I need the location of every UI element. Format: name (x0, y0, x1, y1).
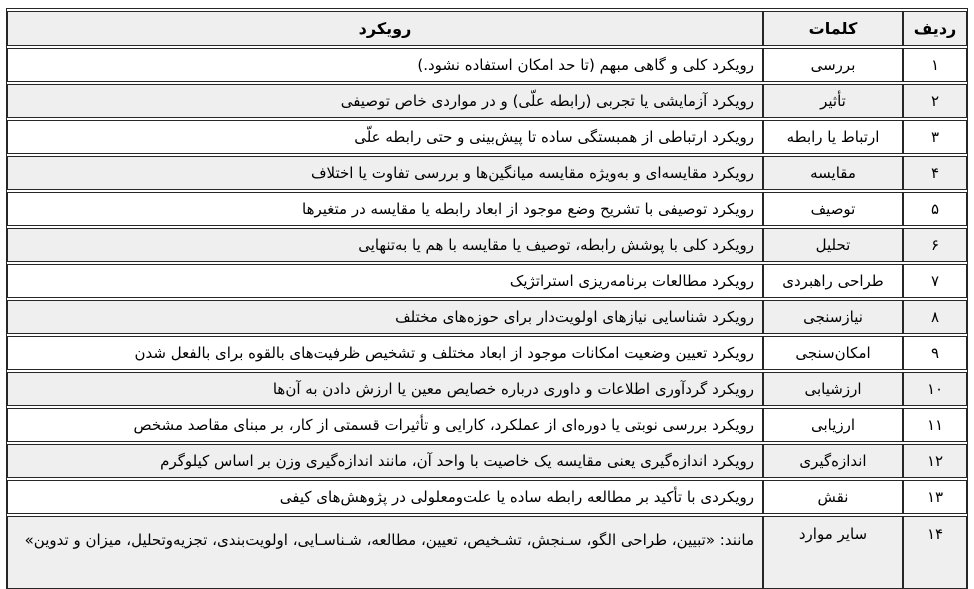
table-header (7, 11, 967, 46)
cell-word: ارزیابی (763, 408, 903, 442)
table-row (7, 192, 967, 226)
cell-word: طراحی راهبردی (763, 264, 903, 298)
cell-word: توصیف (763, 192, 903, 226)
cell-row-number: ۱۱ (903, 408, 967, 442)
cell-approach: رویکرد شناسایی نیازهای اولویت‌دار برای حوزه‌های مختلف (7, 300, 763, 334)
cell-row-number: ۵ (903, 192, 967, 226)
cell-word: تحلیل (763, 228, 903, 262)
cell-word: ارتباط یا رابطه (763, 120, 903, 154)
header-words: کلمات (763, 11, 903, 46)
cell-row-number: ۲ (903, 84, 967, 118)
cell-approach: رویکردی با تأکید بر مطالعه رابطه ساده یا علت‌ومعلولی در پژوهش‌های کیفی (7, 480, 763, 514)
cell-row-number: ۱۲ (903, 444, 967, 478)
table-row (7, 228, 967, 262)
cell-row-number: ۷ (903, 264, 967, 298)
cell-word: اندازه‌گیری (763, 444, 903, 478)
cell-approach: رویکرد آزمایشی یا تجربی (رابطه علّی) و در مواردی خاص توصیفی (7, 84, 763, 118)
cell-row-number: ۱۳ (903, 480, 967, 514)
approaches-table (6, 8, 968, 589)
header-row-number: ردیف (903, 11, 967, 46)
cell-word: نیازسنجی (763, 300, 903, 334)
cell-word: سایر موارد (763, 516, 903, 589)
table-row (7, 84, 967, 118)
table-row (7, 120, 967, 154)
table-row (7, 372, 967, 406)
cell-approach: رویکرد ارتباطی از همبستگی ساده تا پیش‌بینی و حتی رابطه علّی (7, 120, 763, 154)
cell-row-number: ۸ (903, 300, 967, 334)
cell-approach: مانند: «تبیین، طراحی الگو، سـنجش، تشـخیص، تعیین، مطالعه، شـناسـایی، اولویت‌بندی، تجزیه‌وتحلیل، میزان و تدوین» (7, 516, 763, 589)
table-row (7, 408, 967, 442)
table-row (7, 48, 967, 82)
table-row (7, 156, 967, 190)
cell-approach: رویکرد کلی با پوشش رابطه، توصیف یا مقایسه با هم یا به‌تنهایی (7, 228, 763, 262)
cell-row-number: ۴ (903, 156, 967, 190)
cell-approach: رویکرد مطالعات برنامه‌ریزی استراتژیک (7, 264, 763, 298)
cell-approach: رویکرد توصیفی با تشریح وضع موجود از ابعاد رابطه یا مقایسه در متغیرها (7, 192, 763, 226)
table-row (7, 264, 967, 298)
table-row (7, 444, 967, 478)
cell-approach: رویکرد گردآوری اطلاعات و داوری درباره خصایص معین یا ارزش دادن به آن‌ها (7, 372, 763, 406)
cell-word: بررسی (763, 48, 903, 82)
cell-word: ارزشیابی (763, 372, 903, 406)
table-row (7, 480, 967, 514)
cell-approach: رویکرد بررسی نوبتی یا دوره‌ای از عملکرد، کارایی و تأثیرات قسمتی از کار، بر مبنای مقاصد مشخص (7, 408, 763, 442)
cell-row-number: ۱ (903, 48, 967, 82)
cell-row-number: ۶ (903, 228, 967, 262)
cell-approach: رویکرد مقایسه‌ای و به‌ویژه مقایسه میانگین‌ها و بررسی تفاوت یا اختلاف (7, 156, 763, 190)
header-approach: رویکرد (7, 11, 763, 46)
cell-word: نقش (763, 480, 903, 514)
header-row (7, 11, 967, 46)
cell-word: مقایسه (763, 156, 903, 190)
cell-approach: رویکرد کلی و گاهی مبهم (تا حد امکان استفاده نشود.) (7, 48, 763, 82)
cell-word: تأثیر (763, 84, 903, 118)
table-body (7, 48, 967, 589)
cell-approach: رویکرد تعیین وضعیت امکانات موجود از ابعاد مختلف و تشخیص ظرفیت‌های بالقوه برای بالفعل شدن (7, 336, 763, 370)
cell-row-number: ۹ (903, 336, 967, 370)
cell-word: امکان‌سنجی (763, 336, 903, 370)
table-row (7, 516, 967, 589)
cell-row-number: ۱۴ (903, 516, 967, 589)
cell-approach: رویکرد اندازه‌گیری یعنی مقایسه یک خاصیت با واحد آن، مانند اندازه‌گیری وزن بر اساس کیلوگرم (7, 444, 763, 478)
cell-row-number: ۳ (903, 120, 967, 154)
table-row (7, 336, 967, 370)
table-row (7, 300, 967, 334)
cell-row-number: ۱۰ (903, 372, 967, 406)
